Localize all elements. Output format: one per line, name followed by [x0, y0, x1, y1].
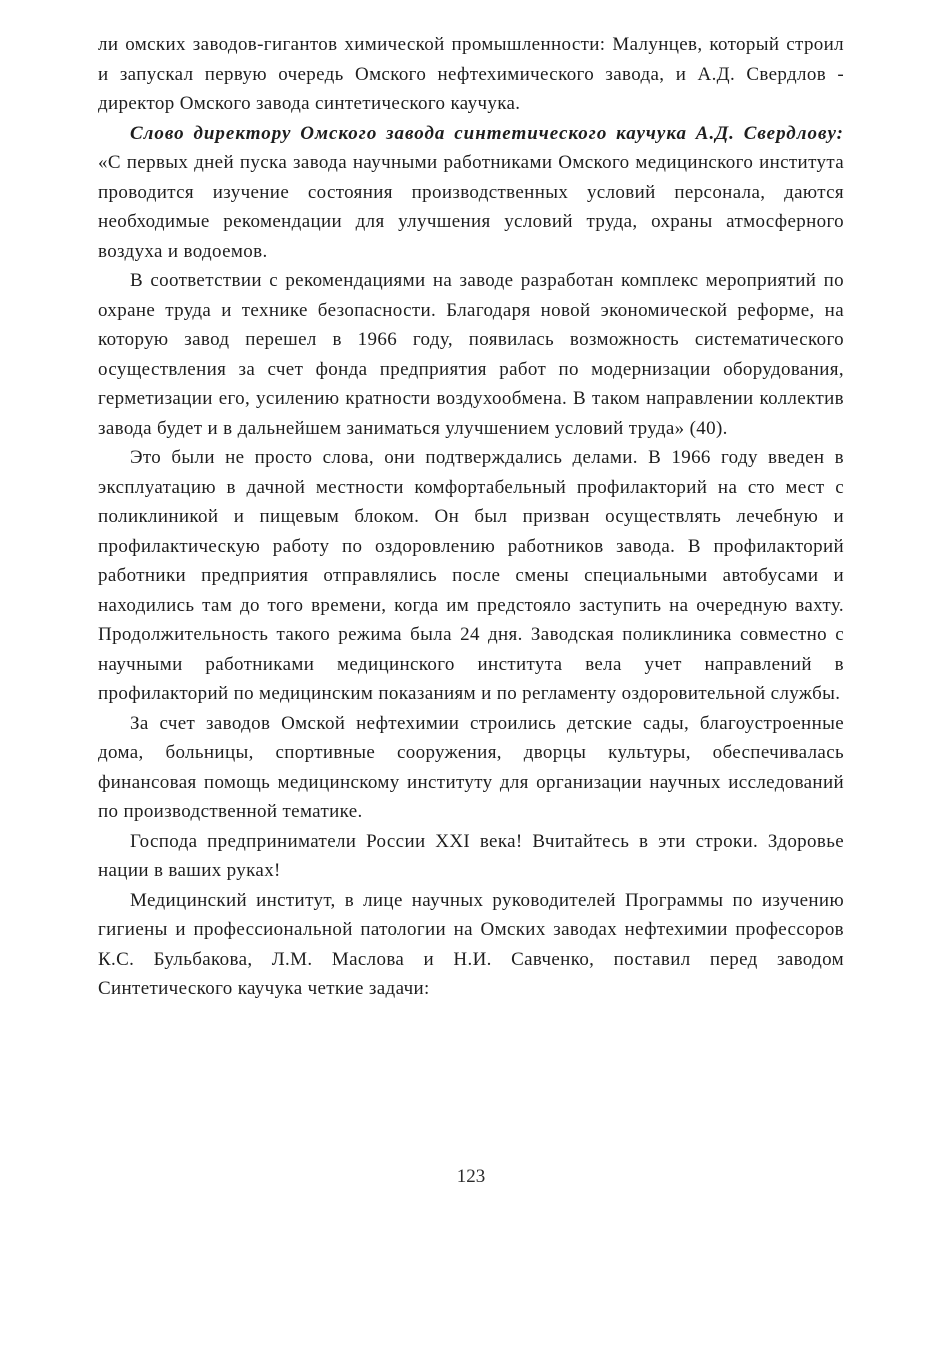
paragraph-3-text: В соответствии с рекомендациями на заводе разработан комплекс мероприятий по охране труда и технике безопасности. Благодаря новой экономической реформе, на которую завод перешел в 1966 году, появилась возможность систематического осуществления за счет фонда предприятия работ по модернизации оборудования, герметизации его, усилению кратности воздухообмена. В таком направлении коллектив завода будет и в дальнейшем заниматься улучшением условий труда» (40).	[98, 270, 844, 439]
paragraph-1-text: ли омских заводов-гигантов химической промышленности: Малунцев, который строил и запускал первую очередь Омского нефтехимического завода, и А.Д. Свердлов - директор Омского завода синтетического каучука.	[98, 34, 844, 114]
paragraph-5	[98, 709, 844, 827]
paragraph-4	[98, 443, 844, 709]
paragraph-7-text: Медицинский институт, в лице научных руководителей Программы по изучению гигиены и профессиональной патологии на Омских заводах нефтехимии профессоров К.С. Бульбакова, Л.М. Маслова и Н.И. Савченко, поставил перед заводом Синтетического каучука четкие задачи:	[98, 889, 844, 999]
paragraph-1	[98, 30, 844, 119]
page-number: 123	[456, 1166, 486, 1187]
main-text	[98, 30, 844, 1004]
page-body	[98, 30, 844, 1004]
paragraph-2-text: «С первых дней пуска завода научными работниками Омского медицинского института проводится изучение состояния производственных условий персонала, даются необходимые рекомендации для улучшения условий труда, охраны атмосферного воздуха и водоемов.	[98, 152, 844, 262]
paragraph-5-text: За счет заводов Омской нефтехимии строились детские сады, благоустроенные дома, больницы, спортивные сооружения, дворцы культуры, обеспечивалась финансовая помощь медицинскому институту для организации научных исследований по производственной тематике.	[98, 712, 844, 822]
paragraph-3	[98, 266, 844, 443]
paragraph-6	[98, 827, 844, 886]
paragraph-4-text: Это были не просто слова, они подтверждались делами. В 1966 году введен в эксплуатацию в дачной местности комфортабельный профилакторий на сто мест с поликлиникой и пищевым блоком. Он был призван осуществлять лечебную и профилактическую работу по оздоровлению работников завода. В профилакторий работники предприятия отправлялись после смены специальными автобусами и находились там до того времени, когда им предстояло заступить на очередную вахту. Продолжительность такого режима была 24 дня. Заводская поликлиника совместно с научными работниками медицинского института вела учет направлений в профилакторий по медицинским показаниям и по регламенту оздоровительной службы.	[98, 447, 844, 704]
paragraph-2	[98, 119, 844, 267]
paragraph-6-text: Господа предприниматели России XXI века! Вчитайтесь в эти строки. Здоровье нации в ваших руках!	[98, 830, 844, 881]
paragraph-2-lead: Слово директору Омского завода синтетического каучука А.Д. Свердлову:	[130, 122, 844, 144]
paragraph-7	[98, 886, 844, 1004]
